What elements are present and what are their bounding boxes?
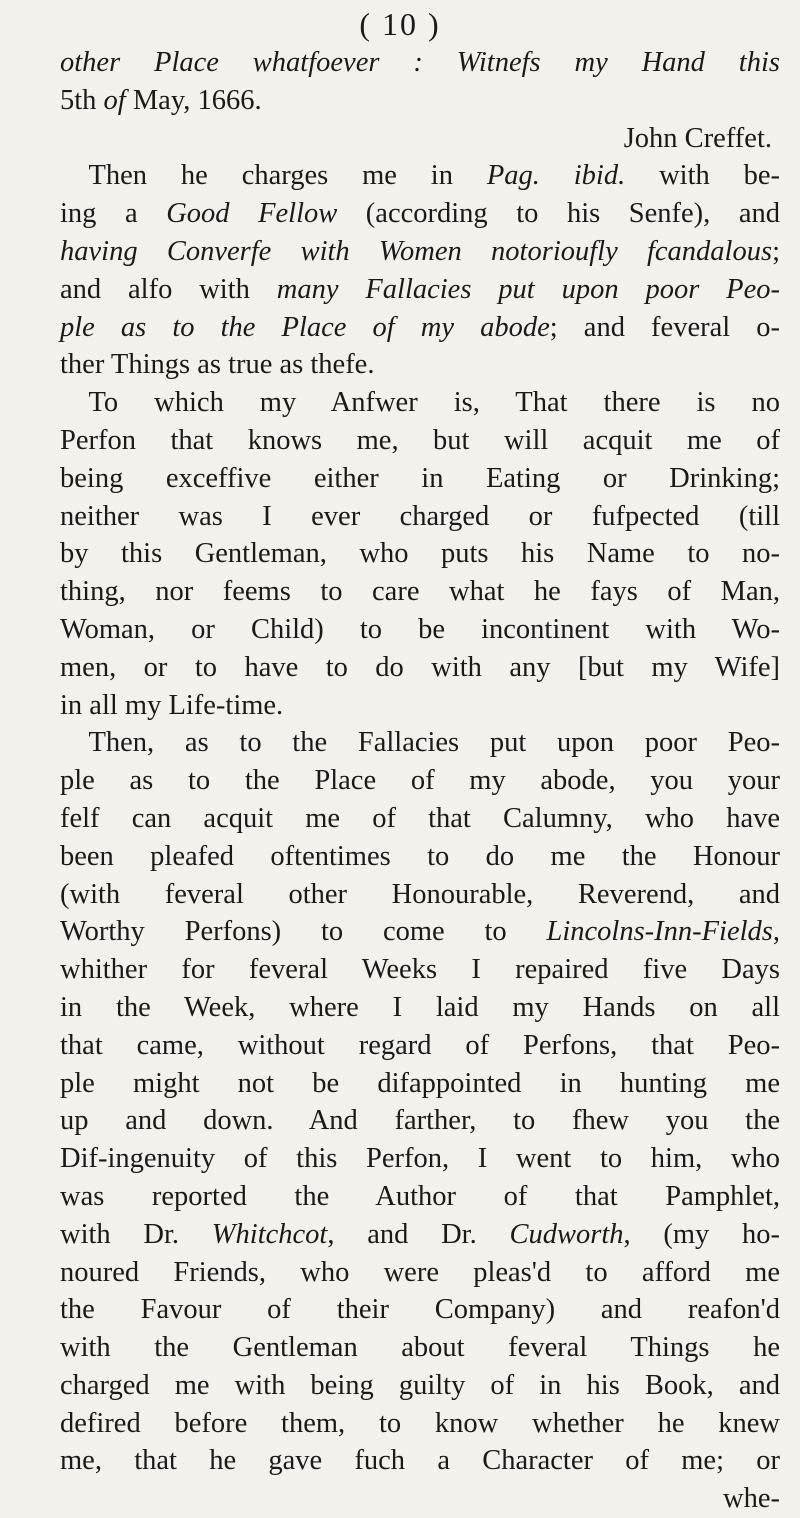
text-line: [60, 460, 780, 498]
text-line: [60, 1027, 780, 1065]
text-line: [60, 1442, 780, 1480]
text-line: [60, 346, 780, 384]
text-span: men, or to have to do with any [but my Wife]: [60, 651, 780, 683]
text-span: noured Friends, who were pleas'd to afford me: [60, 1256, 780, 1288]
text-line: [60, 1254, 780, 1292]
text-line: [60, 1140, 780, 1178]
text-span: me, that he gave fuch a Character of me; or: [60, 1445, 780, 1477]
text-span: ple might not be difappointed in hunting me: [60, 1067, 780, 1099]
text-line: [60, 800, 780, 838]
italic-text: Good Fellow: [166, 198, 338, 230]
text-line: [60, 271, 780, 309]
text-line: [60, 1405, 780, 1443]
text-span: the Favour of their Company) and reafon'd: [60, 1294, 780, 1326]
text-span: was reported the Author of that Pamphlet,: [60, 1180, 780, 1212]
text-span: ; and feveral o-: [549, 311, 780, 343]
text-span: Perfon that knows me, but will acquit me of: [60, 424, 780, 456]
text-span: in the Week, where I laid my Hands on all: [60, 991, 780, 1023]
page-number: ( 10 ): [359, 6, 441, 42]
text-line: [60, 422, 780, 460]
text-span: up and down. And farther, to fhew you the: [60, 1105, 780, 1137]
text-span: neither was I ever charged or fufpected (till: [60, 500, 780, 532]
text-line: [60, 573, 780, 611]
text-span: Dif-ingenuity of this Perfon, I went to him, who: [60, 1143, 780, 1175]
text-line: [60, 195, 780, 233]
text-line: [60, 989, 780, 1027]
text-line: [60, 838, 780, 876]
text-span: (with feveral other Honourable, Reverend, and: [60, 878, 780, 910]
text-span: (according to his Senfe), and: [337, 198, 780, 230]
text-span: ing a: [60, 198, 167, 230]
text-line: [60, 44, 780, 82]
text-span: charged me with being guilty of in his Book, and: [60, 1369, 780, 1401]
text-span: May, 1666.: [125, 84, 262, 116]
text-line: [60, 611, 780, 649]
italic-text: Lincolns-Inn-Fields: [546, 916, 773, 948]
text-span: , (my ho-: [623, 1218, 780, 1250]
text-line: [60, 913, 780, 951]
body-text: [60, 44, 780, 1518]
text-span: with Dr.: [60, 1218, 212, 1250]
text-line: [60, 1291, 780, 1329]
italic-text: Cudworth: [509, 1218, 624, 1250]
text-line: [60, 1329, 780, 1367]
text-line: [60, 951, 780, 989]
text-span: and alfo with: [60, 273, 277, 305]
text-line: [60, 687, 780, 725]
text-line: [60, 535, 780, 573]
text-span: To which my Anfwer is, That there is no: [60, 387, 780, 419]
text-span: 5th: [60, 84, 104, 116]
text-span: Worthy Perfons) to come to: [60, 916, 547, 948]
text-line: [60, 498, 780, 536]
text-line: [60, 1178, 780, 1216]
text-line: [60, 1480, 780, 1518]
text-line: [60, 157, 780, 195]
text-line: [60, 724, 780, 762]
text-span: with the Gentleman about feveral Things he: [60, 1332, 780, 1364]
italic-text: having Converfe with Women notorioufly fcandalous: [60, 235, 773, 267]
text-span: ;: [772, 235, 780, 267]
text-span: ,: [772, 916, 780, 948]
italic-text: Whitchcot: [211, 1218, 328, 1250]
text-span: defired before them, to know whether he knew: [60, 1407, 780, 1439]
text-span: John Creffet.: [623, 122, 772, 154]
text-span: Then, as to the Fallacies put upon poor Peo-: [60, 727, 780, 759]
text-span: Then he charges me in: [60, 160, 487, 192]
text-line: [60, 1216, 780, 1254]
text-span: been pleafed oftentimes to do me the Honour: [60, 840, 780, 872]
text-span: in all my Life-time.: [60, 689, 284, 721]
text-line: [60, 649, 780, 687]
text-span: being exceffive either in Eating or Drinking;: [60, 462, 780, 494]
text-span: , and Dr.: [327, 1218, 510, 1250]
text-line: [60, 1367, 780, 1405]
italic-text: many Fallacies put upon poor Peo-: [276, 273, 780, 305]
text-span: ther Things as true as thefe.: [60, 349, 375, 381]
text-line: [60, 233, 780, 271]
text-line: [60, 876, 780, 914]
text-span: thing, nor feems to care what he fays of Man,: [60, 576, 780, 608]
text-line: [60, 309, 780, 347]
text-line: [60, 762, 780, 800]
text-span: with be-: [625, 160, 781, 192]
text-line: [60, 1065, 780, 1103]
italic-text: of: [103, 84, 126, 116]
text-span: whither for feveral Weeks I repaired five Days: [60, 954, 780, 986]
text-line: [60, 1102, 780, 1140]
signature-line: [60, 120, 780, 158]
text-span: whe-: [723, 1483, 780, 1515]
text-span: ple as to the Place of my abode, you your: [60, 765, 780, 797]
text-span: that came, without regard of Perfons, that Peo-: [60, 1029, 780, 1061]
text-span: Woman, or Child) to be incontinent with Wo-: [60, 613, 780, 645]
text-span: by this Gentleman, who puts his Name to no-: [60, 538, 780, 570]
text-line: [60, 82, 780, 120]
italic-text: other Place whatfoever : Witnefs my Hand this: [60, 47, 780, 78]
text-span: felf can acquit me of that Calumny, who have: [60, 802, 780, 834]
italic-text: ple as to the Place of my abode: [60, 311, 550, 343]
text-line: [60, 384, 780, 422]
italic-text: Pag. ibid.: [486, 160, 626, 192]
